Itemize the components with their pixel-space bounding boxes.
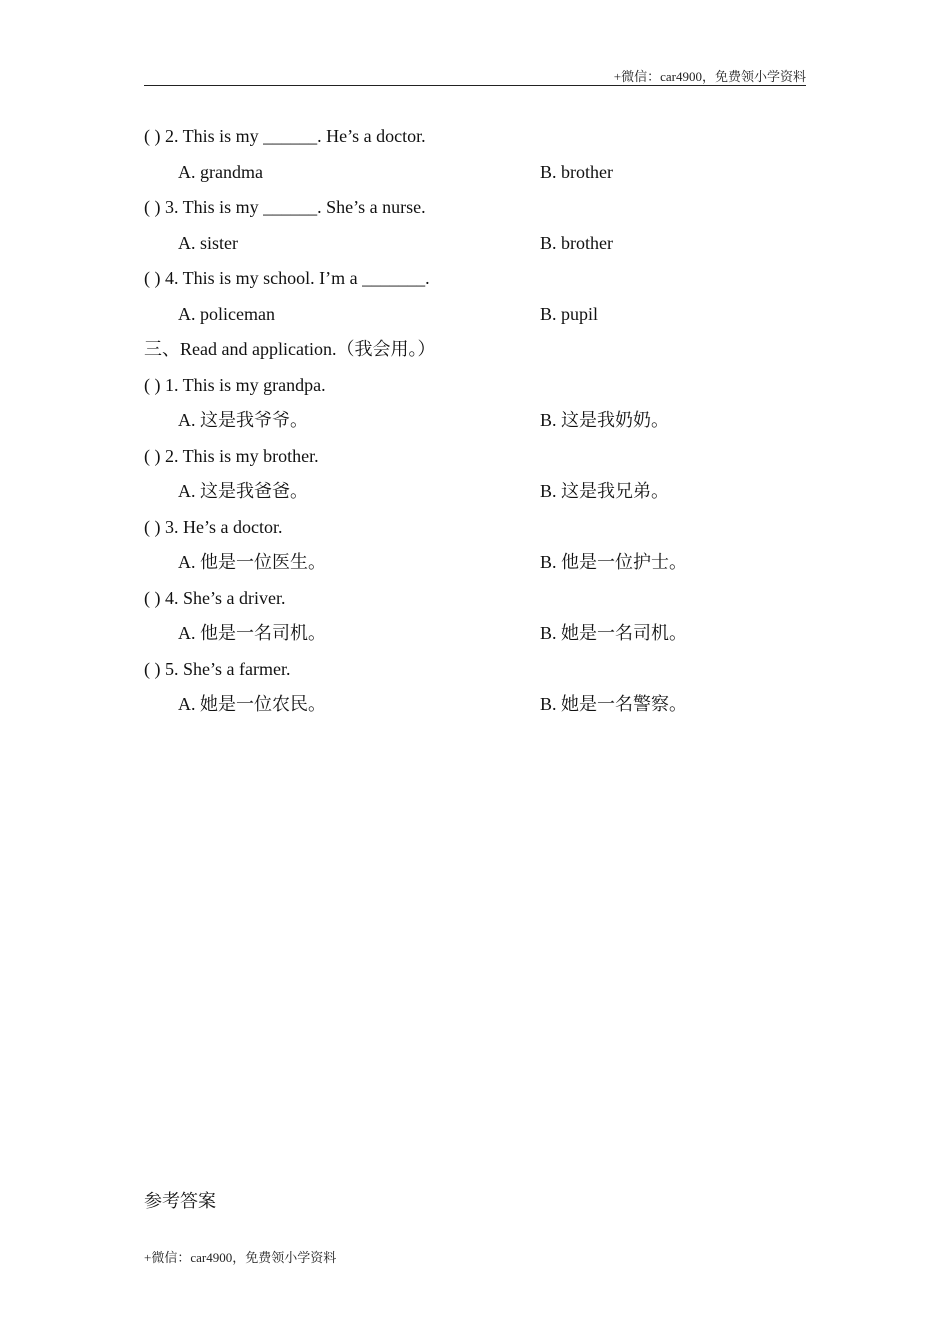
question-stem: ( ) 2. This is my brother. [144,445,319,466]
option-b: B. 她是一名警察。 [540,694,688,714]
option-a: A. 他是一名司机。 [178,623,326,643]
header-watermark: +微信：car4900，免费领小学资料 [613,69,806,84]
option-b: B. pupil [540,303,599,324]
option-row [144,616,806,652]
option-a: A. policeman [178,303,275,324]
option-b: B. brother [540,232,613,253]
option-b: B. 这是我奶奶。 [540,410,670,430]
option-a: A. 她是一位农民。 [178,694,326,714]
question-stem: ( ) 4. This is my school. I’m a _______. [144,268,430,288]
option-row [144,474,806,510]
footer-watermark: +微信：car4900，免费领小学资料 [144,1250,337,1265]
option-b: B. brother [540,161,613,182]
option-row [144,687,806,723]
option-a: A. grandma [178,161,263,182]
answer-key-title: 参考答案 [144,1191,216,1211]
question-stem: ( ) 5. She’s a farmer. [144,658,291,679]
question-stem: ( ) 1. This is my grandpa. [144,374,326,395]
section-title: 三、Read and application.（我会用。） [144,339,436,359]
option-b: B. 这是我兄弟。 [540,481,670,501]
header-divider [144,85,806,86]
option-a: A. 这是我爷爷。 [178,410,308,430]
option-a: A. 他是一位医生。 [178,552,326,572]
option-row [144,297,806,333]
question-stem: ( ) 3. He’s a doctor. [144,516,283,537]
option-row [144,403,806,439]
question-stem: ( ) 3. This is my ______. She’s a nurse. [144,197,426,217]
question-stem: ( ) 2. This is my ______. He’s a doctor. [144,126,426,146]
option-row [144,226,806,262]
option-a: A. sister [178,232,238,253]
option-a: A. 这是我爸爸。 [178,481,308,501]
option-b: B. 他是一位护士。 [540,552,688,572]
worksheet-content [144,119,806,723]
option-b: B. 她是一名司机。 [540,623,688,643]
question-stem: ( ) 4. She’s a driver. [144,587,286,608]
option-row [144,155,806,191]
option-row [144,545,806,581]
